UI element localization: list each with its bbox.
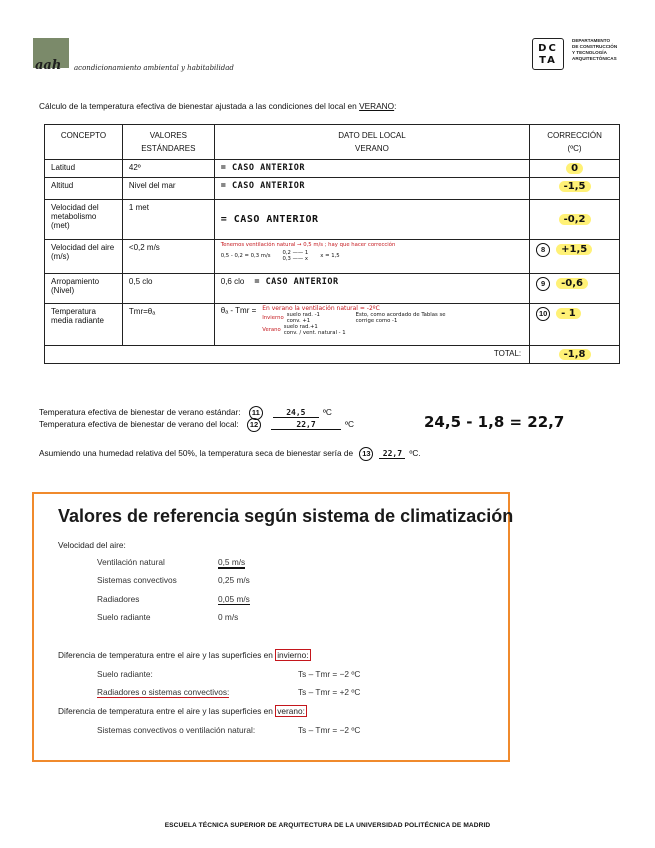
tmr-verano-label: Verano — [262, 327, 281, 333]
row-dato — [214, 304, 529, 346]
logo-text: aah — [35, 58, 62, 73]
table-row — [45, 200, 620, 240]
aire-calc-2b: 0,3 —— x — [282, 256, 309, 262]
header-correccion — [530, 125, 620, 160]
result-value-12: 22,7 — [271, 420, 341, 430]
row-concepto: Velocidad del aire (m/s) — [45, 240, 123, 274]
row-dato — [214, 240, 529, 274]
winter-word: invierno: — [277, 650, 309, 660]
row-correccion — [530, 274, 620, 304]
row-correccion — [530, 304, 620, 346]
header-dato-line: VERANO — [355, 144, 389, 153]
velocity-label: Sistemas convectivos — [97, 575, 177, 585]
result-line-2-text: Temperatura efectiva de bienestar de verano del local: — [39, 419, 239, 429]
total-label: TOTAL: — [493, 349, 522, 358]
aire-calc-2a: 0,2 —— 1 — [282, 250, 309, 256]
circled-number: 13 — [359, 447, 373, 461]
department-line: Y TECNOLOGÍA — [572, 50, 607, 55]
aire-note-red: Tenemos ventilación natural → 0,5 m/s ; hay que hacer corrección — [220, 242, 396, 248]
dcta-top: DC — [538, 43, 558, 54]
department-line: DEPARTAMENTO — [572, 38, 611, 43]
total-value: -1,8 — [559, 349, 591, 360]
table-row — [45, 304, 620, 346]
summer-heading-text: Diferencia de temperatura entre el aire y las superficies en — [58, 706, 273, 716]
circled-number: 12 — [247, 418, 261, 432]
logo-tagline: acondicionamiento ambiental y habitabilidad — [74, 64, 234, 72]
row-dato-text: = CASO ANTERIOR — [254, 277, 339, 287]
velocity-heading: Velocidad del aire: — [58, 540, 126, 550]
reference-box — [32, 492, 510, 762]
intro-colon: : — [394, 101, 397, 111]
table-row — [45, 160, 620, 178]
table-row — [45, 178, 620, 200]
row-correccion — [530, 160, 620, 178]
velocity-value: 0,5 m/s — [218, 557, 246, 567]
result-line-dry-temp — [39, 447, 421, 461]
velocity-label: Suelo radiante — [97, 612, 151, 622]
circled-number: 10 — [536, 307, 550, 321]
result-unit: ºC. — [409, 448, 421, 458]
tmr-note-2: Esto, como acordado de Tablas se corrige como -1 — [355, 312, 446, 324]
tmr-formula: θₐ - Tmr = — [220, 306, 257, 315]
row-correccion — [530, 178, 620, 200]
row-valor: <0,2 m/s — [122, 240, 214, 274]
velocity-value: 0 m/s — [218, 612, 239, 622]
circled-number: 9 — [536, 277, 550, 291]
department-line: DE CONSTRUCCIÓN — [572, 44, 618, 49]
result-line-1-text: Temperatura efectiva de bienestar de verano estándar: — [39, 407, 241, 417]
summer-label: Sistemas convectivos o ventilación natural: — [97, 725, 256, 735]
header-valores — [122, 125, 214, 160]
aire-calc-1: 0,5 - 0,2 = 0,3 m/s — [220, 253, 271, 259]
reference-title: Valores de referencia según sistema de climatización — [58, 506, 514, 526]
correction-table — [44, 124, 620, 364]
row-correccion-value: -0,2 — [559, 214, 591, 225]
aire-calc-rule — [283, 250, 309, 262]
row-concepto: Latitud — [45, 160, 123, 178]
tmr-ver-2: conv. / vent. natural - 1 — [283, 330, 346, 336]
result-line-local — [39, 418, 354, 432]
dcta-bottom: TA — [539, 55, 557, 66]
row-dato-text: = CASO ANTERIOR — [220, 214, 319, 225]
result-unit: ºC — [322, 407, 332, 417]
department-name — [572, 38, 642, 62]
row-correccion — [530, 200, 620, 240]
row-correccion-value: 0 — [566, 163, 583, 174]
winter-label: Suelo radiante: — [97, 669, 153, 679]
winter-heading-text: Diferencia de temperatura entre el aire y las superficies en — [58, 650, 273, 660]
table-header-row — [45, 125, 620, 160]
header-dato — [214, 125, 529, 160]
header-correccion-line: (ºC) — [567, 144, 582, 153]
row-concepto: Velocidad del metabolismo (met) — [45, 200, 123, 240]
header-concepto-label: CONCEPTO — [60, 131, 107, 140]
result-line-3-text: Asumiendo una humedad relativa del 50%, la temperatura seca de bienestar sería de — [39, 448, 354, 458]
tmr-invierno-label: Invierno — [262, 315, 284, 321]
row-dato-text: = CASO ANTERIOR — [220, 163, 306, 173]
header-dato-line: DATO DEL LOCAL — [338, 131, 406, 140]
intro-sentence: Cálculo de la temperatura efectiva de bienestar ajustada a las condiciones del local en — [39, 101, 360, 111]
row-correccion-value: -0,6 — [556, 278, 588, 289]
row-valor: 42º — [122, 160, 214, 178]
velocity-value: 0,25 m/s — [218, 575, 250, 585]
footer-institution: ESCUELA TÉCNICA SUPERIOR DE ARQUITECTURA DE LA UNIVERSIDAD POLITÉCNICA DE MADRID — [164, 822, 491, 829]
velocity-label: Radiadores — [97, 594, 140, 604]
winter-value: Ts – Tmr = +2 ºC — [298, 687, 361, 697]
row-correccion-value: - 1 — [556, 308, 581, 319]
winter-value: Ts – Tmr = −2 ºC — [298, 669, 361, 679]
row-correccion-value: +1,5 — [556, 244, 592, 255]
intro-season: VERANO — [359, 101, 395, 111]
row-correccion — [530, 240, 620, 274]
header-valores-line: ESTÁNDARES — [141, 144, 196, 153]
row-concepto: Altitud — [45, 178, 123, 200]
total-label-cell — [45, 346, 530, 364]
handwritten-calculation: 24,5 - 1,8 = 22,7 — [424, 413, 565, 431]
result-value-13: 22,7 — [379, 449, 405, 459]
winter-heading — [58, 650, 311, 660]
row-valor: Nivel del mar — [122, 178, 214, 200]
table-row — [45, 240, 620, 274]
velocity-label: Ventilación natural — [97, 557, 165, 567]
row-concepto: Temperatura media radiante — [45, 304, 123, 346]
result-unit: ºC — [345, 419, 355, 429]
circled-number: 8 — [536, 243, 550, 257]
velocity-value: 0,05 m/s — [218, 594, 250, 604]
row-concepto: Arropamiento (Nivel) — [45, 274, 123, 304]
intro-text — [39, 101, 396, 111]
tmr-inv-2: conv. +1 — [286, 318, 311, 324]
tmr-ver-1: suelo rad.+1 — [283, 324, 318, 330]
row-dato — [214, 200, 529, 240]
row-dato — [214, 178, 529, 200]
tmr-inv-1: suelo rad. -1 — [286, 312, 320, 318]
row-dato — [214, 274, 529, 304]
row-valor: 0,5 clo — [122, 274, 214, 304]
circled-number: 11 — [249, 406, 263, 420]
row-valor: 1 met — [122, 200, 214, 240]
tmr-note-red: En verano la ventilación natural = -2ºC — [262, 305, 380, 312]
header-correccion-line: CORRECCIÓN — [547, 131, 602, 140]
arrop-value: 0,6 clo — [220, 277, 245, 286]
dcta-logo — [532, 38, 564, 70]
row-dato-text: = CASO ANTERIOR — [220, 181, 306, 191]
summer-value: Ts – Tmr = −2 ºC — [298, 725, 361, 735]
summer-word: verano: — [277, 706, 305, 716]
row-valor: Tmr=θₐ — [122, 304, 214, 346]
row-correccion-value: -1,5 — [559, 181, 591, 192]
table-row — [45, 274, 620, 304]
department-line: ARQUITECTÓNICAS — [572, 56, 617, 61]
row-dato — [214, 160, 529, 178]
header-concepto — [45, 125, 123, 160]
total-row — [45, 346, 620, 364]
header-valores-line: VALORES — [149, 131, 187, 140]
winter-label: Radiadores o sistemas convectivos: — [97, 687, 230, 697]
total-value-cell — [530, 346, 620, 364]
summer-heading — [58, 706, 307, 716]
aire-calc-3: x = 1,5 — [320, 253, 340, 259]
result-value-11: 24,5 — [273, 408, 319, 418]
